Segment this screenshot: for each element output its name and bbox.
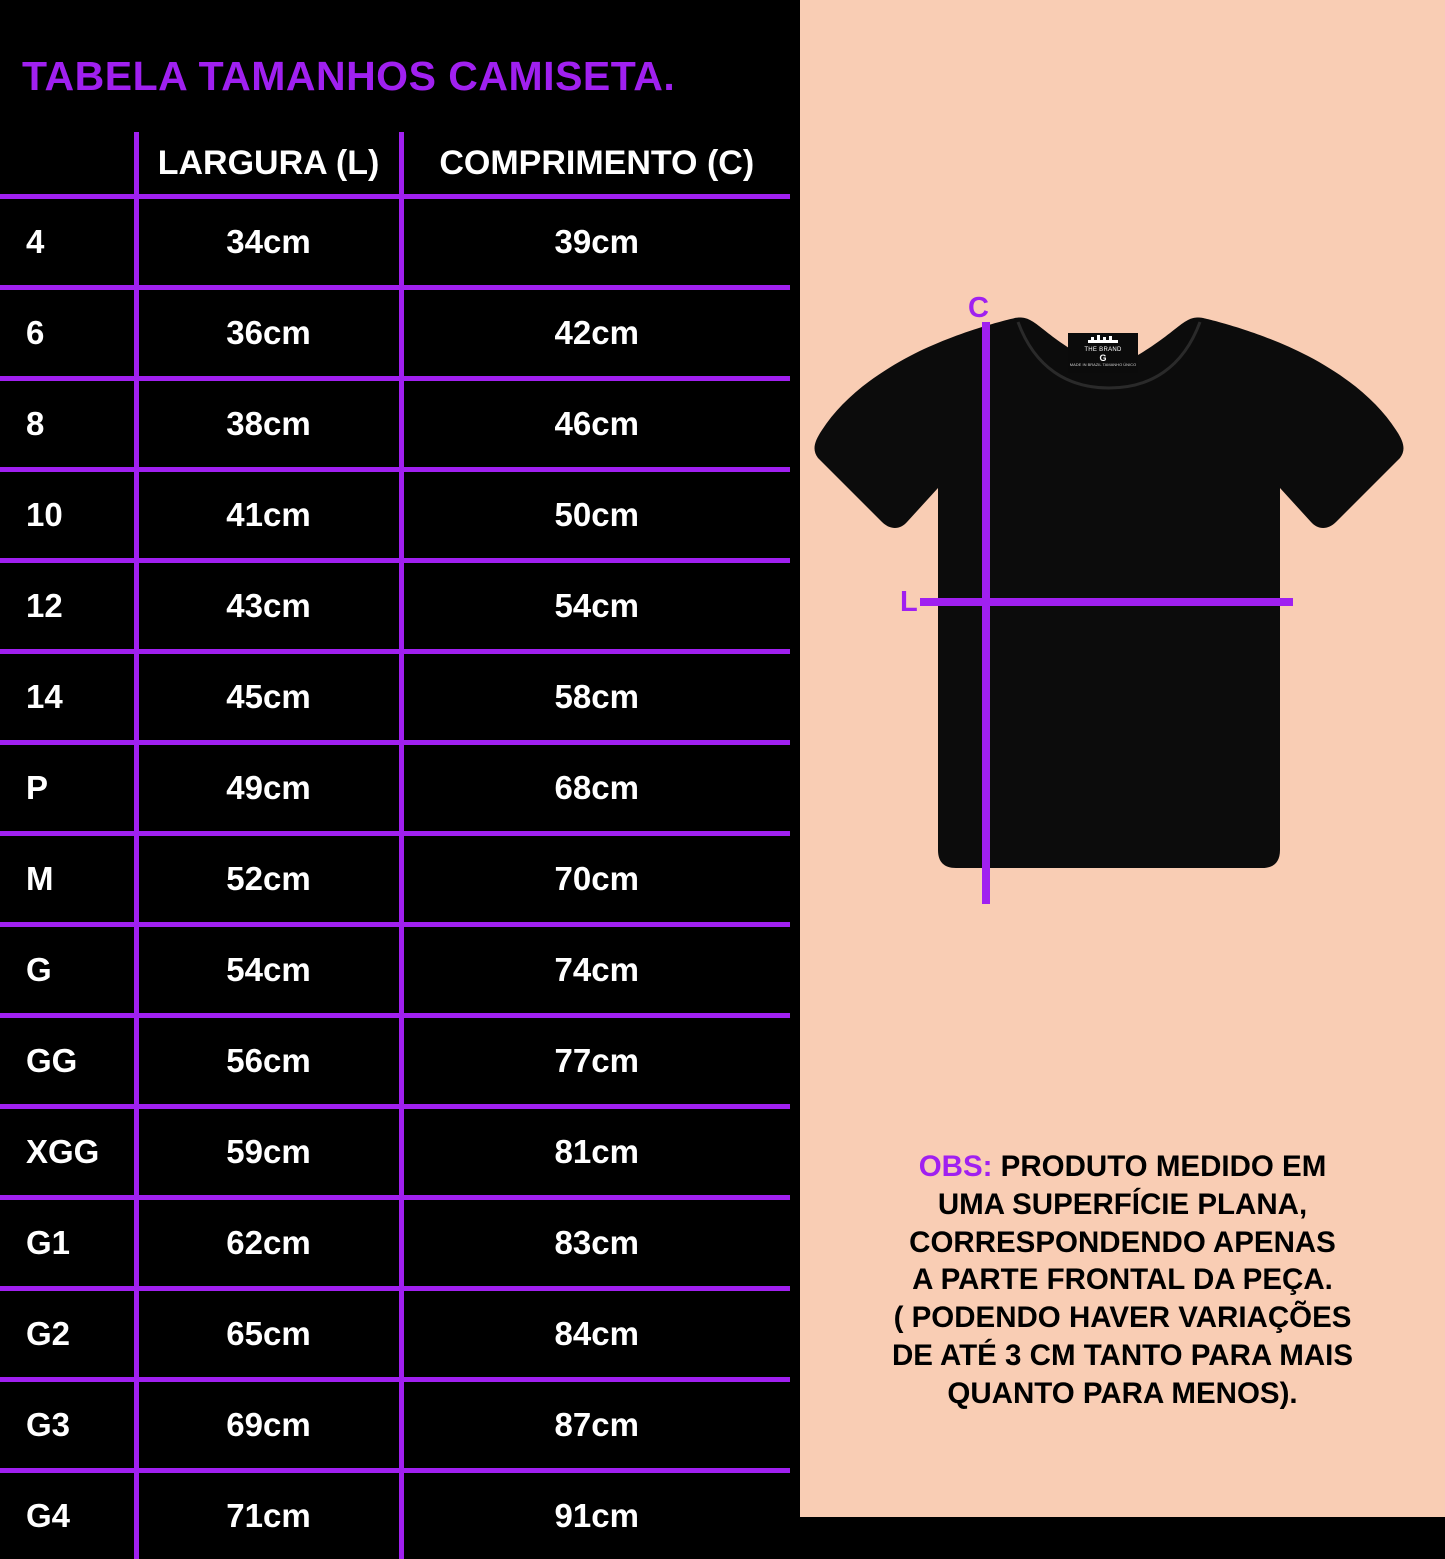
table-row [0,288,790,379]
page-title: TABELA TAMANHOS CAMISETA. [0,0,800,97]
cell-size: G1 [0,1198,136,1289]
table-row [0,743,790,834]
cell-comprimento: 39cm [401,197,790,288]
obs-line-1 [806,1148,1439,1186]
cell-size: GG [0,1016,136,1107]
cell-size: 4 [0,197,136,288]
cell-size: M [0,834,136,925]
cell-size: 14 [0,652,136,743]
cell-largura: 52cm [136,834,401,925]
tag-size: G [1068,354,1138,364]
cell-largura: 56cm [136,1016,401,1107]
obs-line-2: UMA SUPERFÍCIE PLANA, [806,1186,1439,1224]
measure-line-l [920,598,1293,606]
table-row [0,1107,790,1198]
table-row [0,1198,790,1289]
table-row [0,925,790,1016]
cell-size: 6 [0,288,136,379]
table-row [0,470,790,561]
obs-note [800,1148,1445,1412]
brand-logo-icon [1088,335,1118,343]
cell-comprimento: 54cm [401,561,790,652]
cell-largura: 65cm [136,1289,401,1380]
cell-largura: 45cm [136,652,401,743]
obs-label: OBS: [919,1150,993,1183]
size-table-body [0,197,790,1559]
obs-line-3: CORRESPONDENDO APENAS [806,1224,1439,1262]
cell-comprimento: 42cm [401,288,790,379]
cell-largura: 54cm [136,925,401,1016]
cell-comprimento: 74cm [401,925,790,1016]
cell-size: 8 [0,379,136,470]
cell-comprimento: 50cm [401,470,790,561]
size-table [0,132,790,1559]
cell-comprimento: 58cm [401,652,790,743]
table-row [0,561,790,652]
measure-line-c [982,322,990,904]
cell-largura: 41cm [136,470,401,561]
cell-comprimento: 84cm [401,1289,790,1380]
tag-brand: THE BRAND [1068,347,1138,354]
neck-tag [1068,333,1138,373]
table-row [0,1471,790,1559]
table-row [0,197,790,288]
cell-largura: 49cm [136,743,401,834]
cell-size: XGG [0,1107,136,1198]
table-row [0,652,790,743]
diagram-panel [800,0,1445,1517]
cell-largura: 59cm [136,1107,401,1198]
tshirt-diagram [800,0,1445,1130]
cell-comprimento: 81cm [401,1107,790,1198]
cell-largura: 38cm [136,379,401,470]
cell-size: P [0,743,136,834]
table-header-row [0,132,790,197]
cell-size: G3 [0,1380,136,1471]
cell-largura: 36cm [136,288,401,379]
obs-line-7: QUANTO PARA MENOS). [806,1375,1439,1413]
cell-size: G [0,925,136,1016]
table-row [0,1380,790,1471]
cell-size: G2 [0,1289,136,1380]
cell-largura: 43cm [136,561,401,652]
column-header-size [0,132,136,197]
obs-line-1-text: PRODUTO MEDIDO EM [992,1150,1326,1183]
measure-label-l: L [900,586,918,619]
cell-largura: 62cm [136,1198,401,1289]
tag-note: MADE IN BRAZIL TAMANHO ÚNICO [1068,363,1138,367]
obs-line-4: A PARTE FRONTAL DA PEÇA. [806,1261,1439,1299]
cell-comprimento: 87cm [401,1380,790,1471]
cell-comprimento: 68cm [401,743,790,834]
cell-size: 12 [0,561,136,652]
cell-size: 10 [0,470,136,561]
cell-largura: 69cm [136,1380,401,1471]
column-header-comprimento: COMPRIMENTO (C) [401,132,790,197]
column-header-largura: LARGURA (L) [136,132,401,197]
obs-line-5: ( PODENDO HAVER VARIAÇÕES [806,1299,1439,1337]
table-row [0,379,790,470]
cell-comprimento: 91cm [401,1471,790,1559]
measure-label-c: C [968,292,989,325]
cell-size: G4 [0,1471,136,1559]
cell-largura: 71cm [136,1471,401,1559]
cell-comprimento: 70cm [401,834,790,925]
cell-comprimento: 77cm [401,1016,790,1107]
cell-comprimento: 83cm [401,1198,790,1289]
table-row [0,1289,790,1380]
obs-line-6: DE ATÉ 3 CM TANTO PARA MAIS [806,1337,1439,1375]
table-row [0,834,790,925]
cell-comprimento: 46cm [401,379,790,470]
cell-largura: 34cm [136,197,401,288]
table-row [0,1016,790,1107]
